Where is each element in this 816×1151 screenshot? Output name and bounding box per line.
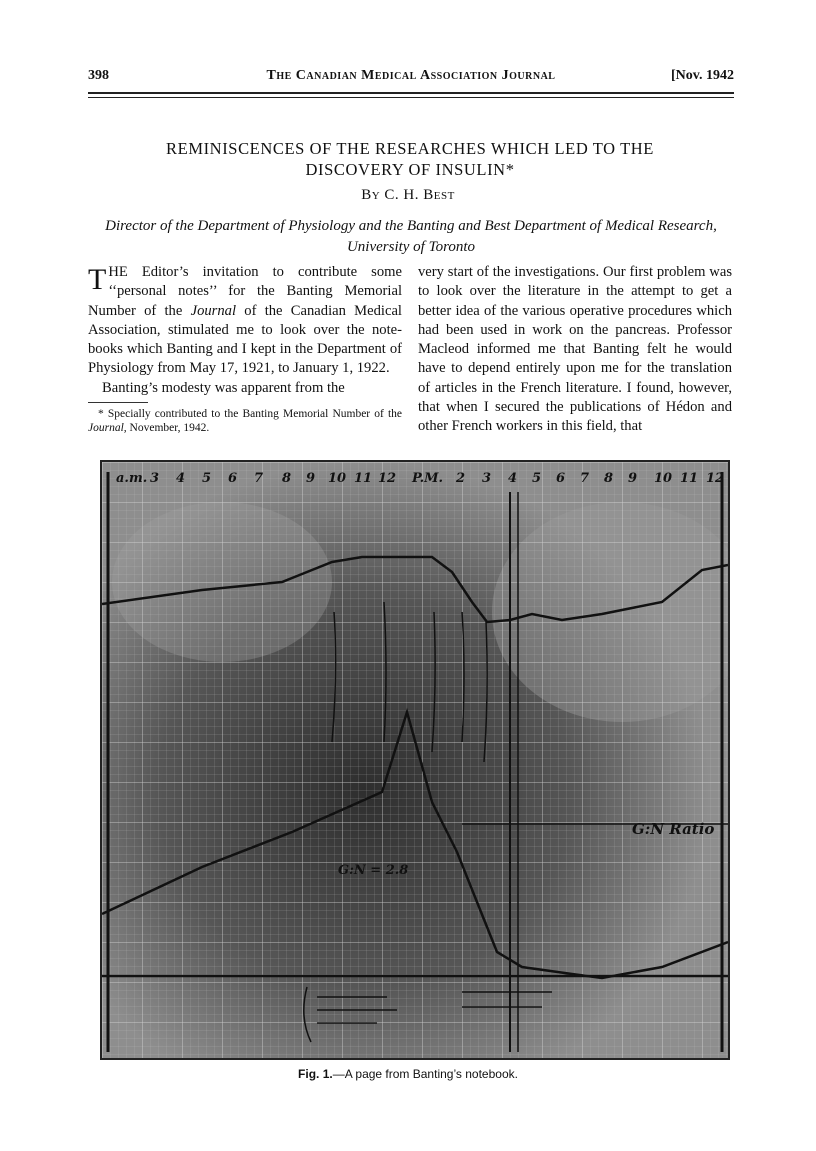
paragraph-text: HE Editor’s invitation to contribute some ‘‘personal notes’’ for the Banting Memorial Number of the [88,264,402,319]
running-head [88,68,734,90]
journal-name: Journal [190,302,237,319]
axis-label: 2 [456,471,466,486]
right-column [418,263,732,437]
paragraph: Banting’s modesty was apparent from the [102,379,345,396]
axis-label: 5 [532,471,542,486]
header-rule-thin [88,97,734,98]
gn-value-annotation: G:N = 2.8 [338,863,409,878]
drop-cap: T [88,263,107,296]
author-name: C. H. Best [384,187,455,203]
axis-label: 6 [228,471,238,486]
axis-label: 8 [604,471,614,486]
gn-ratio-annotation: G:N Ratio [632,820,715,838]
caption-label: Fig. 1. [298,1067,333,1081]
axis-label: a.m. [116,471,148,486]
notebook-figure [100,460,730,1060]
axis-label: 11 [354,471,373,486]
axis-label: 8 [282,471,292,486]
axis-label: 4 [508,471,518,486]
axis-label: 7 [580,471,590,486]
paragraph: very start of the investigations. Our first problem was to look over the literature in the attempt to get a better idea of the various operative procedures which had been used in work on the pancreas. Professor Macleod informed me that Banting felt he would have to depend entirely upon me for the translation of articles in the French literature. I found, however, that when I secured the publications of Hédon and other French workers in this field, that [418,264,732,435]
paragraph [88,263,402,379]
figure-caption [0,1067,816,1081]
author-affiliation: Director of the Department of Physiology and the Banting and Best Department of Medical Research, University of Toronto [105,218,717,255]
axis-label: 9 [628,471,638,486]
notebook-photo [102,462,728,1058]
issue-date: [Nov. 1942 [671,68,734,83]
byline-by: By [361,187,381,203]
footnote-text: November, 1942. [126,422,210,435]
paragraph-text: of the Canadian Medical Association, stimulated me to look over the note-books which Banting and I kept in the Department of Physiology from May 17, 1921, to January 1, 1922. [88,302,402,377]
title-line: REMINISCENCES OF THE RESEARCHES WHICH LED TO THE [166,139,654,158]
page-number: 398 [88,68,109,83]
axis-label: 10 [654,471,673,486]
axis-label: 5 [202,471,212,486]
major-grid [102,462,728,1058]
axis-label: 3 [150,471,160,486]
axis-label: 3 [482,471,492,486]
axis-label: 4 [176,471,186,486]
axis-label: 12 [706,471,725,486]
axis-label: 7 [254,471,264,486]
title-line: DISCOVERY OF INSULIN* [305,160,515,179]
axis-label: 6 [556,471,566,486]
journal-title: The Canadian Medical Association Journal [266,68,556,83]
footnote [88,407,402,435]
axis-label: 9 [306,471,316,486]
left-column [88,263,402,435]
byline [0,187,816,204]
caption-text: —A page from Banting’s notebook. [332,1067,518,1081]
axis-label: 10 [328,471,347,486]
header-rule [88,92,734,94]
footnote-text: * Specially contributed to the Banting Memorial Number of the [98,408,402,421]
axis-label: 11 [680,471,699,486]
axis-label: P.M. [412,471,444,486]
top-axis-labels [116,471,724,486]
axis-label: 12 [378,471,397,486]
footnote-rule [88,402,148,403]
footnote-journal: Journal, [88,422,127,435]
article-title [120,138,700,180]
